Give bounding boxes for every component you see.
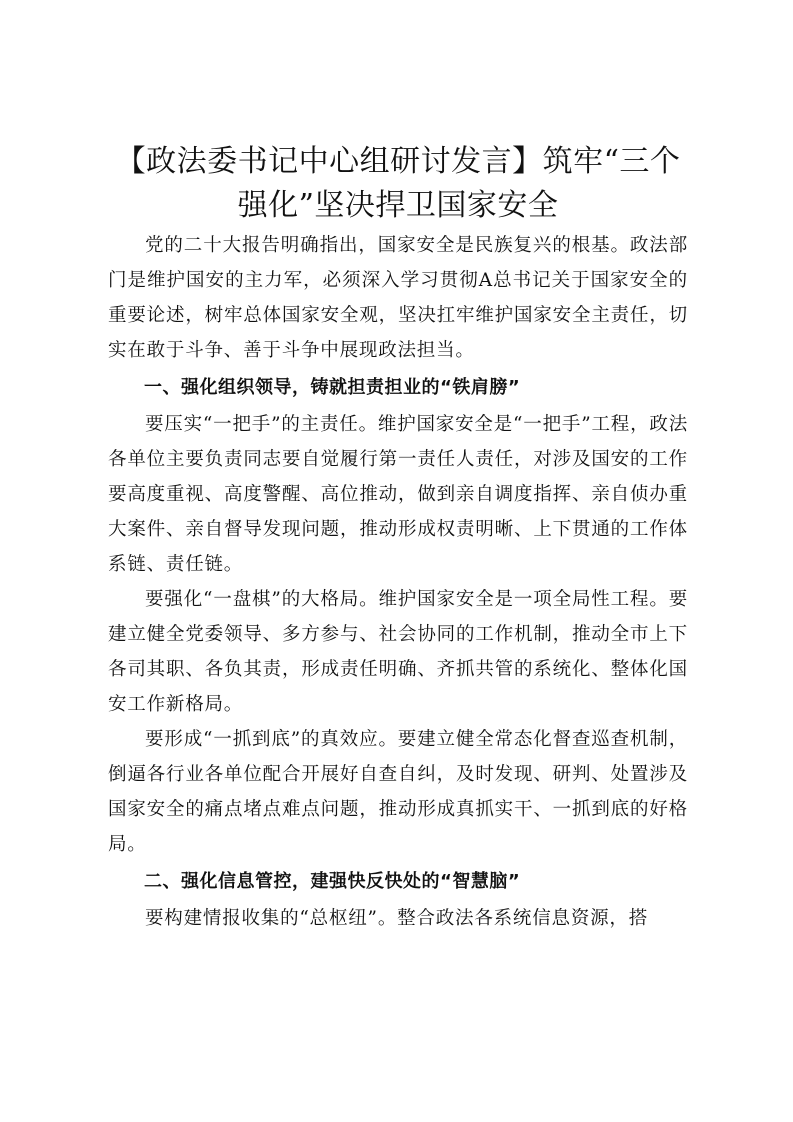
paragraph-1-3: 要形成“一抓到底”的真效应。要建立健全常态化督查巡查机制，倒逼各行业各单位配合开展好自查自纠，及时发现、研判、处置涉及国家安全的痛点堵点难点问题，推动形成真抓实干、一抓到底的好格局。 xyxy=(108,729,688,855)
paragraph-intro: 党的二十大报告明确指出，国家安全是民族复兴的根基。政法部门是维护国安的主力军，必须深入学习贯彻A总书记关于国家安全的重要论述，树牢总体国家安全观，坚决扛牢维护国家安全主责任，切实在敢于斗争、善于斗争中展现政法担当。 xyxy=(108,235,688,361)
paragraph-1-1: 要压实“一把手”的主责任。维护国家安全是“一把手”工程，政法各单位主要负责同志要自觉履行第一责任人责任，对涉及国安的工作要高度重视、高度警醒、高位推动，做到亲自调度指挥、亲自侦办重大案件、亲自督导发现问题，推动形成权责明晰、上下贯通的工作体系链、责任链。 xyxy=(108,414,688,575)
paragraph-1-2: 要强化“一盘棋”的大格局。维护国家安全是一项全局性工程。要建立健全党委领导、多方参与、社会协同的工作机制，推动全市上下各司其职、各负其责，形成责任明确、齐抓共管的系统化、整体化国安工作新格局。 xyxy=(108,589,688,715)
section-heading-2: 二、强化信息管控，建强快反快处的“智慧脑” xyxy=(144,871,521,892)
section-heading-1: 一、强化组织领导，铸就担责担业的“铁肩膀” xyxy=(144,377,521,398)
document-title: 【政法委书记中心组研讨发言】筑牢“三个强化”坚决捍卫国家安全 xyxy=(115,144,681,223)
document-page xyxy=(108,140,688,936)
paragraph-2-1: 要构建情报收集的“总枢纽”。整合政法各系统信息资源，搭 xyxy=(145,908,649,929)
